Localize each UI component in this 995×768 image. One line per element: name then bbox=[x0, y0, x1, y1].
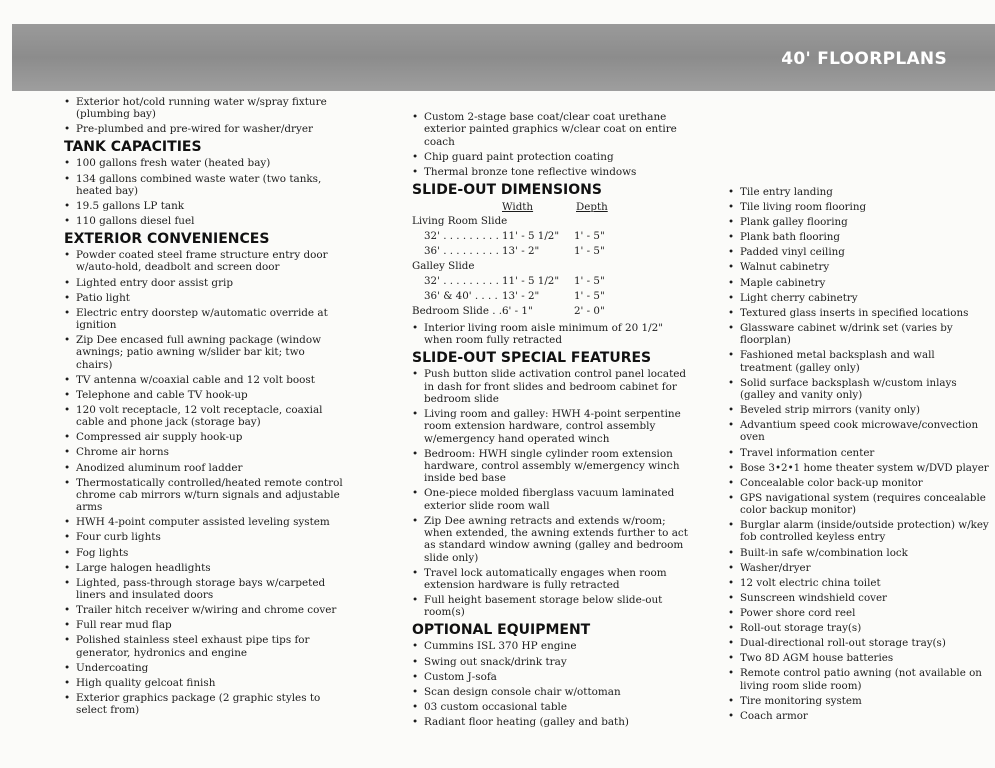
row-depth: 1' - 5" bbox=[574, 229, 605, 242]
list-item: • Travel information center bbox=[728, 447, 990, 459]
list-item: • Remote control patio awning (not available on living room slide room) bbox=[728, 667, 990, 692]
list-item: • Powder coated steel frame structure entry door w/auto-hold, deadbolt and screen door bbox=[64, 249, 344, 274]
list-item: • Full height basement storage below slide-out room(s) bbox=[412, 594, 692, 619]
row-size: 36' & 40' . . . . bbox=[424, 289, 498, 302]
list-item: • Bose 3•2•1 home theater system w/DVD player bbox=[728, 462, 990, 474]
list-item: • Compressed air supply hook-up bbox=[64, 431, 344, 443]
list-item: • Thermal bronze tone reflective windows bbox=[412, 166, 692, 178]
section-heading-exterior-conveniences: EXTERIOR CONVENIENCES bbox=[64, 231, 270, 248]
column-header-width: Width bbox=[502, 200, 534, 213]
column-3 bbox=[728, 186, 990, 725]
list-item: • Concealable color back-up monitor bbox=[728, 477, 990, 489]
table-header bbox=[412, 200, 692, 214]
section-heading-optional-equipment: OPTIONAL EQUIPMENT bbox=[412, 622, 591, 639]
list-item: • Scan design console chair w/ottoman bbox=[412, 686, 692, 698]
list-item: • Electric entry doorstep w/automatic override at ignition bbox=[64, 307, 344, 332]
list-item: • GPS navigational system (requires concealable color backup monitor) bbox=[728, 492, 990, 517]
table-row bbox=[412, 214, 692, 229]
list-item: • Textured glass inserts in specified locations bbox=[728, 307, 990, 319]
list-item: • Lighted, pass-through storage bays w/carpeted liners and insulated doors bbox=[64, 577, 344, 602]
list-item: • Zip Dee awning retracts and extends w/room; when extended, the awning extends further to act as standard window awning (galley and bedroom slide only) bbox=[412, 515, 692, 564]
intro-list-col2 bbox=[412, 111, 692, 178]
optional-equipment-list bbox=[412, 640, 692, 728]
section-heading-slide-out-dimensions: SLIDE-OUT DIMENSIONS bbox=[412, 181, 602, 198]
list-item: • 12 volt electric china toilet bbox=[728, 577, 990, 589]
list-item: • Patio light bbox=[64, 292, 344, 304]
list-item: • Tile living room flooring bbox=[728, 201, 990, 213]
list-item: • Zip Dee encased full awning package (window awnings; patio awning w/slider bar kit; two chairs) bbox=[64, 334, 344, 371]
row-group-label: Living Room Slide bbox=[412, 214, 508, 227]
list-item: • Lighted entry door assist grip bbox=[64, 277, 344, 289]
list-item: • Advantium speed cook microwave/convection oven bbox=[728, 419, 990, 444]
list-item: • Chip guard paint protection coating bbox=[412, 151, 692, 163]
row-width: 13' - 2" bbox=[502, 244, 540, 257]
list-item: • High quality gelcoat finish bbox=[64, 677, 344, 689]
list-item: • Fog lights bbox=[64, 547, 344, 559]
row-size: 36' . . . . . . . . . bbox=[424, 244, 499, 257]
list-item: • Burglar alarm (inside/outside protection) w/key fob controlled keyless entry bbox=[728, 519, 990, 544]
list-item: • Swing out snack/drink tray bbox=[412, 656, 692, 668]
list-item: • Solid surface backsplash w/custom inlays (galley and vanity only) bbox=[728, 377, 990, 402]
list-item: • Walnut cabinetry bbox=[728, 261, 990, 273]
table-row bbox=[412, 229, 692, 244]
list-item: • Fashioned metal backsplash and wall treatment (galley only) bbox=[728, 349, 990, 374]
table-row bbox=[412, 274, 692, 289]
row-size: 32' . . . . . . . . . bbox=[424, 274, 499, 287]
list-item: • Custom J-sofa bbox=[412, 671, 692, 683]
list-item: • Cummins ISL 370 HP engine bbox=[412, 640, 692, 652]
list-item: • Exterior hot/cold running water w/spray fixture (plumbing bay) bbox=[64, 96, 344, 121]
list-item: • Built-in safe w/combination lock bbox=[728, 547, 990, 559]
list-item: • Polished stainless steel exhaust pipe tips for generator, hydronics and engine bbox=[64, 634, 344, 659]
table-row bbox=[412, 244, 692, 259]
column-header-depth: Depth bbox=[576, 200, 608, 213]
table-row bbox=[412, 304, 692, 319]
page-title: 40' FLOORPLANS bbox=[781, 49, 947, 69]
row-depth: 1' - 5" bbox=[574, 244, 605, 257]
list-item: • Custom 2-stage base coat/clear coat urethane exterior painted graphics w/clear coat on entire coach bbox=[412, 111, 692, 148]
list-item: • Chrome air horns bbox=[64, 446, 344, 458]
list-item: • Light cherry cabinetry bbox=[728, 292, 990, 304]
row-depth: 1' - 5" bbox=[574, 289, 605, 302]
list-item: • Bedroom: HWH single cylinder room extension hardware, control assembly w/emergency winch inside bed base bbox=[412, 448, 692, 485]
list-item: • TV antenna w/coaxial cable and 12 volt boost bbox=[64, 374, 344, 386]
list-item: • Travel lock automatically engages when room extension hardware is fully retracted bbox=[412, 567, 692, 592]
list-item: • Power shore cord reel bbox=[728, 607, 990, 619]
exterior-conveniences-list bbox=[64, 249, 344, 716]
list-item: • 120 volt receptacle, 12 volt receptacle, coaxial cable and phone jack (storage bay) bbox=[64, 404, 344, 429]
list-item: • Thermostatically controlled/heated remote control chrome cab mirrors w/turn signals and adjustable arms bbox=[64, 477, 344, 514]
list-item: • Glassware cabinet w/drink set (varies by floorplan) bbox=[728, 322, 990, 347]
row-group-label: Galley Slide bbox=[412, 259, 475, 272]
list-item: • Plank bath flooring bbox=[728, 231, 990, 243]
section-heading-slide-out-special-features: SLIDE-OUT SPECIAL FEATURES bbox=[412, 350, 652, 367]
list-item: • Telephone and cable TV hook-up bbox=[64, 389, 344, 401]
list-item: • HWH 4-point computer assisted leveling system bbox=[64, 516, 344, 528]
list-item: • Tile entry landing bbox=[728, 186, 990, 198]
slide-out-note-list bbox=[412, 322, 692, 347]
list-item: • Push button slide activation control panel located in dash for front slides and bedroom cabinet for bedroom slide bbox=[412, 368, 692, 405]
header-banner bbox=[12, 24, 995, 91]
slide-out-dimensions-table bbox=[412, 200, 692, 319]
list-item: • Large halogen headlights bbox=[64, 562, 344, 574]
row-group-label: Bedroom Slide . . . bbox=[412, 304, 509, 317]
column-1 bbox=[64, 96, 344, 719]
optional-equipment-continued-list bbox=[728, 186, 990, 722]
list-item: • Anodized aluminum roof ladder bbox=[64, 462, 344, 474]
list-item: • 19.5 gallons LP tank bbox=[64, 200, 344, 212]
row-width: 11' - 5 1/2" bbox=[502, 274, 560, 287]
list-item: • Roll-out storage tray(s) bbox=[728, 622, 990, 634]
list-item: • One-piece molded fiberglass vacuum laminated exterior slide room wall bbox=[412, 487, 692, 512]
list-item: • Padded vinyl ceiling bbox=[728, 246, 990, 258]
row-width: 11' - 5 1/2" bbox=[502, 229, 560, 242]
list-item: • Undercoating bbox=[64, 662, 344, 674]
list-item: • Beveled strip mirrors (vanity only) bbox=[728, 404, 990, 416]
list-item: • Trailer hitch receiver w/wiring and chrome cover bbox=[64, 604, 344, 616]
table-row bbox=[412, 289, 692, 304]
section-heading-tank-capacities: TANK CAPACITIES bbox=[64, 139, 202, 156]
intro-list-col1 bbox=[64, 96, 344, 136]
column-2 bbox=[412, 111, 692, 731]
list-item: • Washer/dryer bbox=[728, 562, 990, 574]
list-item: • Tire monitoring system bbox=[728, 695, 990, 707]
list-item: • Four curb lights bbox=[64, 531, 344, 543]
list-item: • Coach armor bbox=[728, 710, 990, 722]
list-item: • 100 gallons fresh water (heated bay) bbox=[64, 157, 344, 169]
row-depth: 2' - 0" bbox=[574, 304, 605, 317]
row-width: 13' - 2" bbox=[502, 289, 540, 302]
table-row bbox=[412, 259, 692, 274]
list-item: • Plank galley flooring bbox=[728, 216, 990, 228]
row-width: 6' - 1" bbox=[502, 304, 533, 317]
list-item: • Maple cabinetry bbox=[728, 277, 990, 289]
list-item: • Living room and galley: HWH 4-point serpentine room extension hardware, control assembly w/emergency hand operated winch bbox=[412, 408, 692, 445]
list-item: • Interior living room aisle minimum of 20 1/2" when room fully retracted bbox=[412, 322, 692, 347]
row-depth: 1' - 5" bbox=[574, 274, 605, 287]
row-size: 32' . . . . . . . . . bbox=[424, 229, 499, 242]
list-item: • Sunscreen windshield cover bbox=[728, 592, 990, 604]
list-item: • Dual-directional roll-out storage tray(s) bbox=[728, 637, 990, 649]
slide-out-special-features-list bbox=[412, 368, 692, 618]
list-item: • Full rear mud flap bbox=[64, 619, 344, 631]
list-item: • 03 custom occasional table bbox=[412, 701, 692, 713]
list-item: • Two 8D AGM house batteries bbox=[728, 652, 990, 664]
tank-capacities-list bbox=[64, 157, 344, 227]
list-item: • Pre-plumbed and pre-wired for washer/dryer bbox=[64, 123, 344, 135]
list-item: • Radiant floor heating (galley and bath) bbox=[412, 716, 692, 728]
list-item: • 134 gallons combined waste water (two tanks, heated bay) bbox=[64, 173, 344, 198]
list-item: • 110 gallons diesel fuel bbox=[64, 215, 344, 227]
list-item: • Exterior graphics package (2 graphic styles to select from) bbox=[64, 692, 344, 717]
